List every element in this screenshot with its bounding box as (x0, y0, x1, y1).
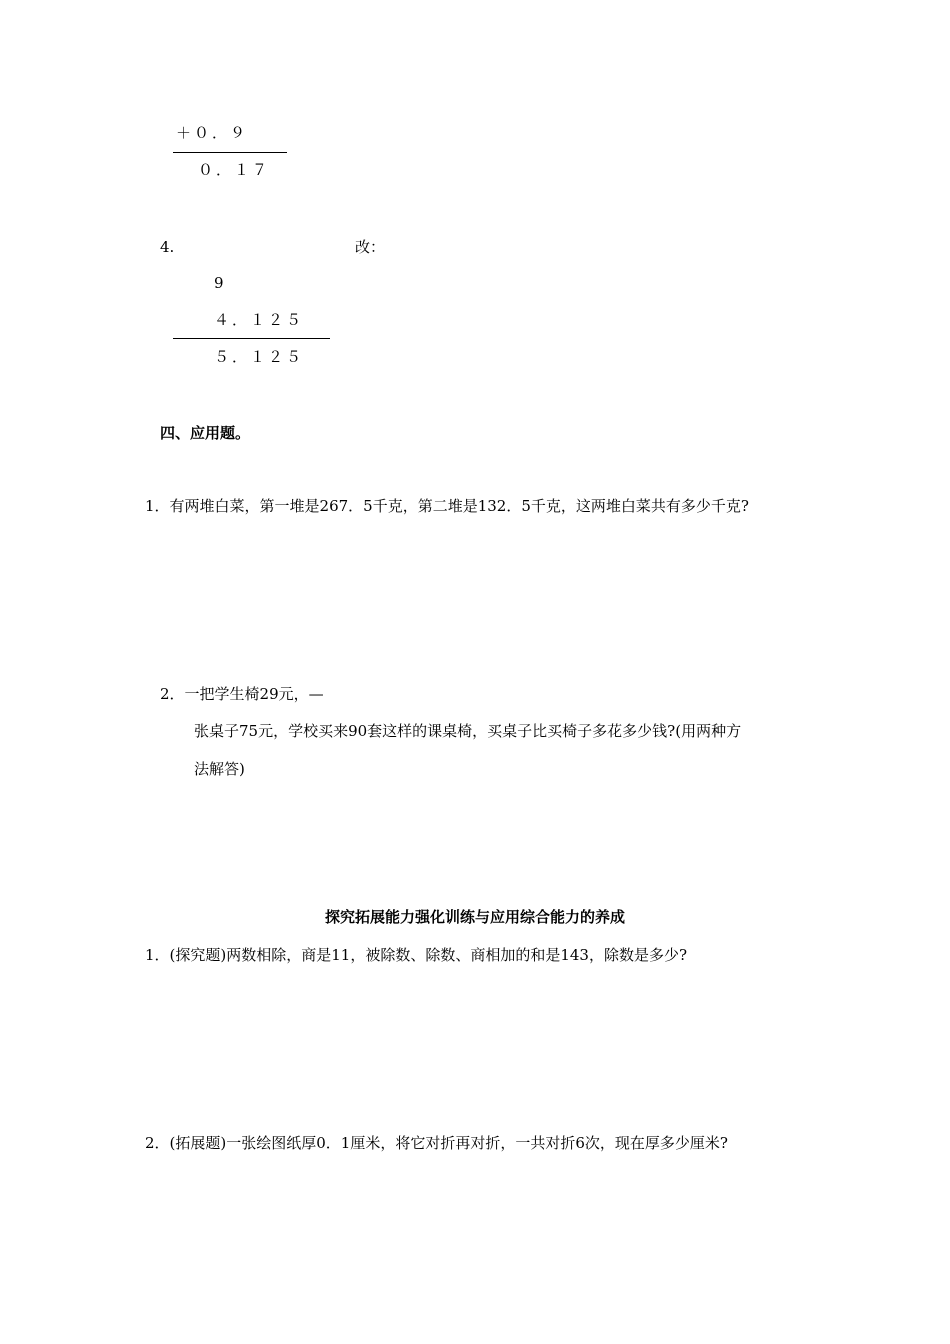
calc3-result: ０．１７ (198, 161, 271, 179)
item4-sum-rule (173, 338, 330, 339)
item4-number: 4. (160, 238, 175, 256)
section4-question-2-line-3: 法解答) (194, 760, 245, 778)
section4-heading: 四、应用题。 (160, 424, 251, 442)
calc3-sum-rule (173, 152, 287, 153)
section4-question-2-line-2: 张桌子75元，学校买来90套这样的课桌椅，买桌子比买椅子多花多少钱?(用两种方 (194, 722, 742, 740)
item4-result: ５．１２５ (214, 348, 305, 366)
section5-question-1: 1．(探究题)两数相除，商是11，被除数、除数、商相加的和是143，除数是多少? (145, 946, 688, 964)
item4-addend-2: ４．１２５ (214, 311, 305, 329)
section4-question-1: 1．有两堆白菜，第一堆是267．5千克，第二堆是132．5千克，这两堆白菜共有多少千克? (145, 497, 749, 515)
item4-addend-1: 9 (214, 274, 227, 292)
calc3-addend: ＋０．９ (176, 124, 249, 142)
section5-heading: 探究拓展能力强化训练与应用综合能力的养成 (324, 908, 625, 926)
item4-fix-label: 改： (355, 238, 386, 256)
section5-question-2: 2．(拓展题)一张绘图纸厚0．1厘米，将它对折再对折，一共对折6次，现在厚多少厘米? (145, 1134, 728, 1152)
section4-question-2-line-1: 2．一把学生椅29元，— (160, 685, 324, 703)
